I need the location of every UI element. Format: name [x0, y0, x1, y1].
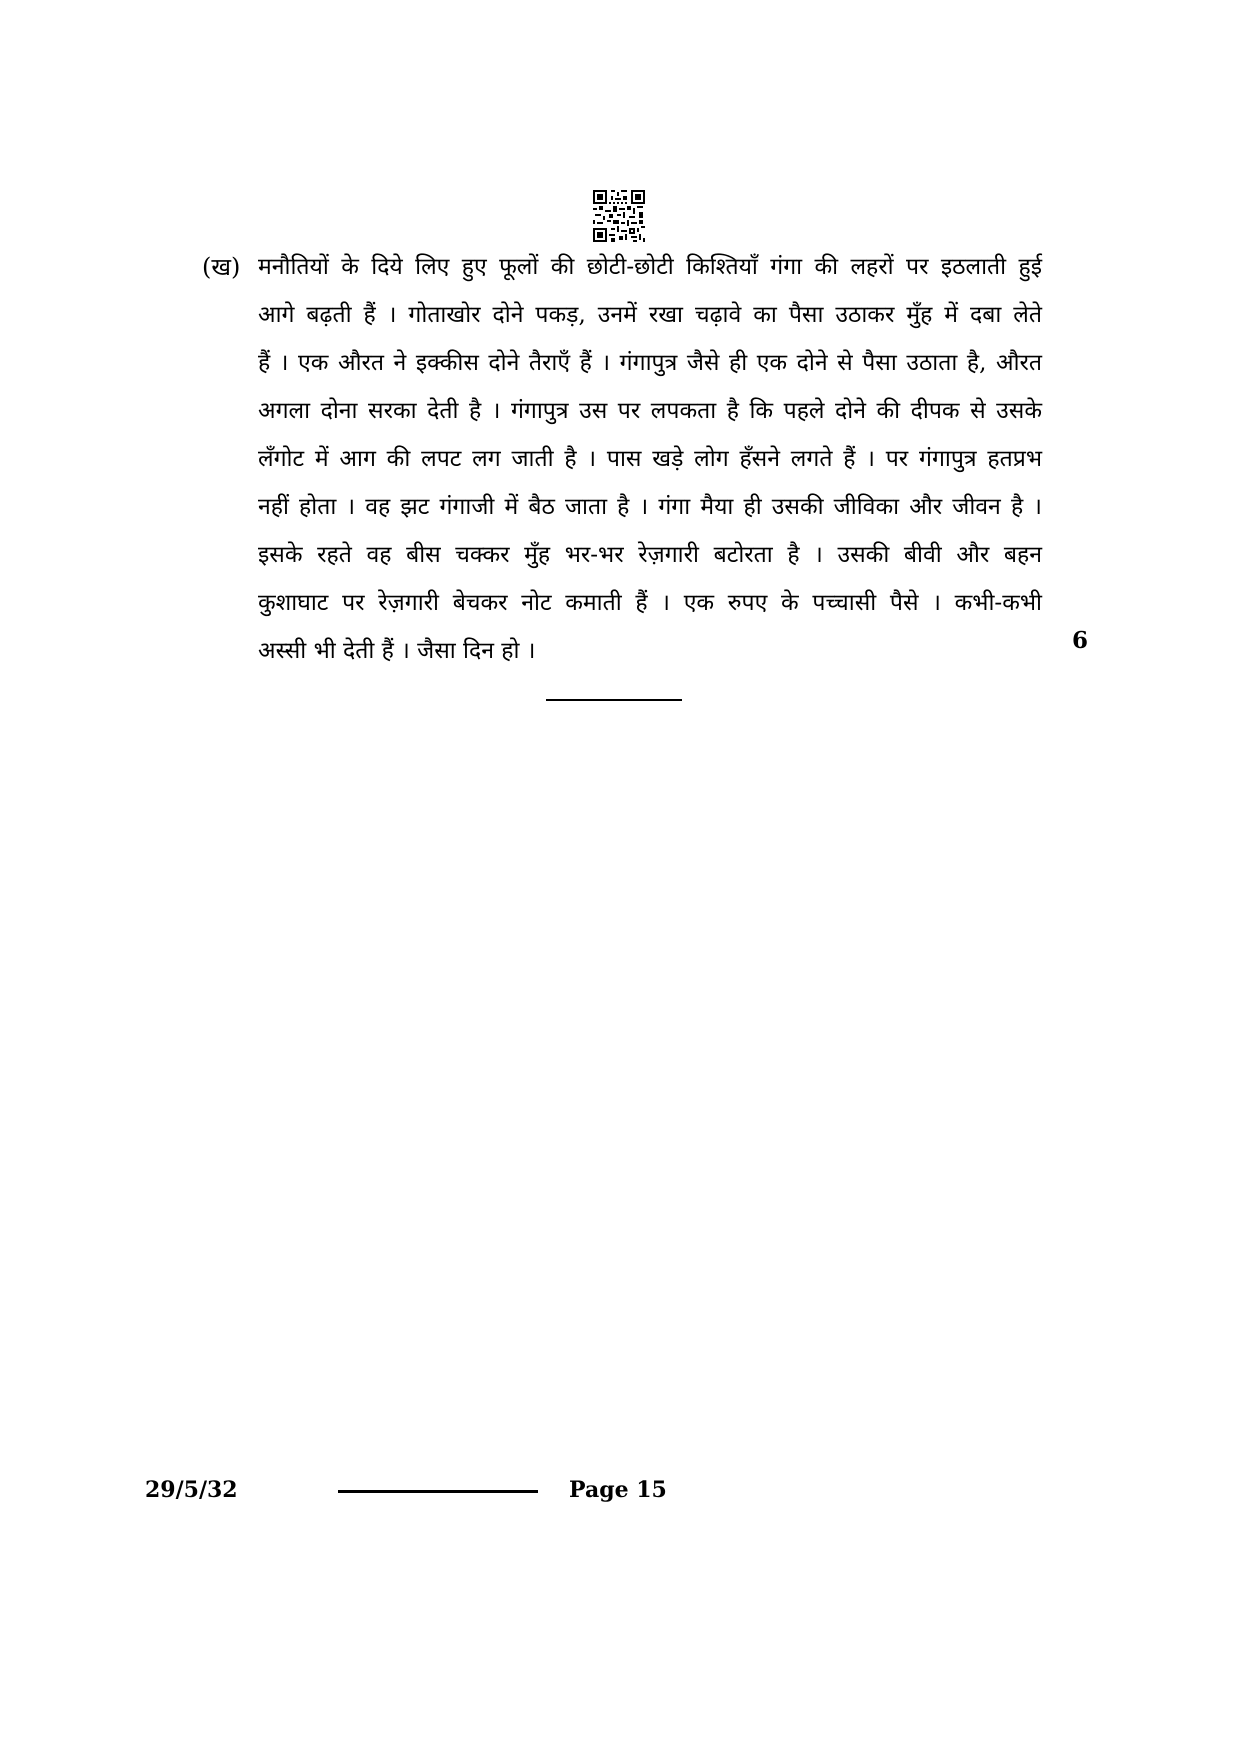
- footer-divider: [338, 1490, 538, 1493]
- question-label: (ख): [202, 253, 241, 281]
- question-line: कुशाघाट पर रेज़गारी बेचकर नोट कमाती हैं । एक रुपए के पच्चासी पैसे । कभी-कभी: [258, 590, 1042, 616]
- footer-paper-code: 29/5/32: [145, 1477, 238, 1503]
- question-line: नहीं होता । वह झट गंगाजी में बैठ जाता है । गंगा मैया ही उसकी जीविका और जीवन है ।: [258, 494, 1042, 520]
- qr-code: [593, 190, 645, 242]
- question-line: अगला दोना सरका देती है । गंगापुत्र उस पर लपकता है कि पहले दोने की दीपक से उसके: [258, 398, 1042, 424]
- question-line: हैं । एक औरत ने इक्कीस दोने तैराएँ हैं । गंगापुत्र जैसे ही एक दोने से पैसा उठाता है, औरत: [258, 350, 1042, 376]
- question-text: [258, 243, 1042, 675]
- question-line: आगे बढ़ती हैं । गोताखोर दोने पकड़, उनमें रखा चढ़ावे का पैसा उठाकर मुँह में दबा लेते: [258, 302, 1042, 328]
- question-line: अस्सी भी देती हैं । जैसा दिन हो ।: [258, 638, 536, 664]
- end-divider: [546, 699, 682, 701]
- question-line: लँगोट में आग की लपट लग जाती है । पास खड़े लोग हँसने लगते हैं । पर गंगापुत्र हतप्रभ: [258, 446, 1042, 472]
- question-line: मनौतियों के दिये लिए हुए फूलों की छोटी-छोटी किश्तियाँ गंगा की लहरों पर इठलाती हुई: [258, 254, 1042, 280]
- question-line: इसके रहते वह बीस चक्कर मुँह भर-भर रेज़गारी बटोरता है । उसकी बीवी और बहन: [258, 542, 1042, 568]
- footer-page-number: Page 15: [569, 1477, 667, 1503]
- question-marks: 6: [1072, 627, 1089, 654]
